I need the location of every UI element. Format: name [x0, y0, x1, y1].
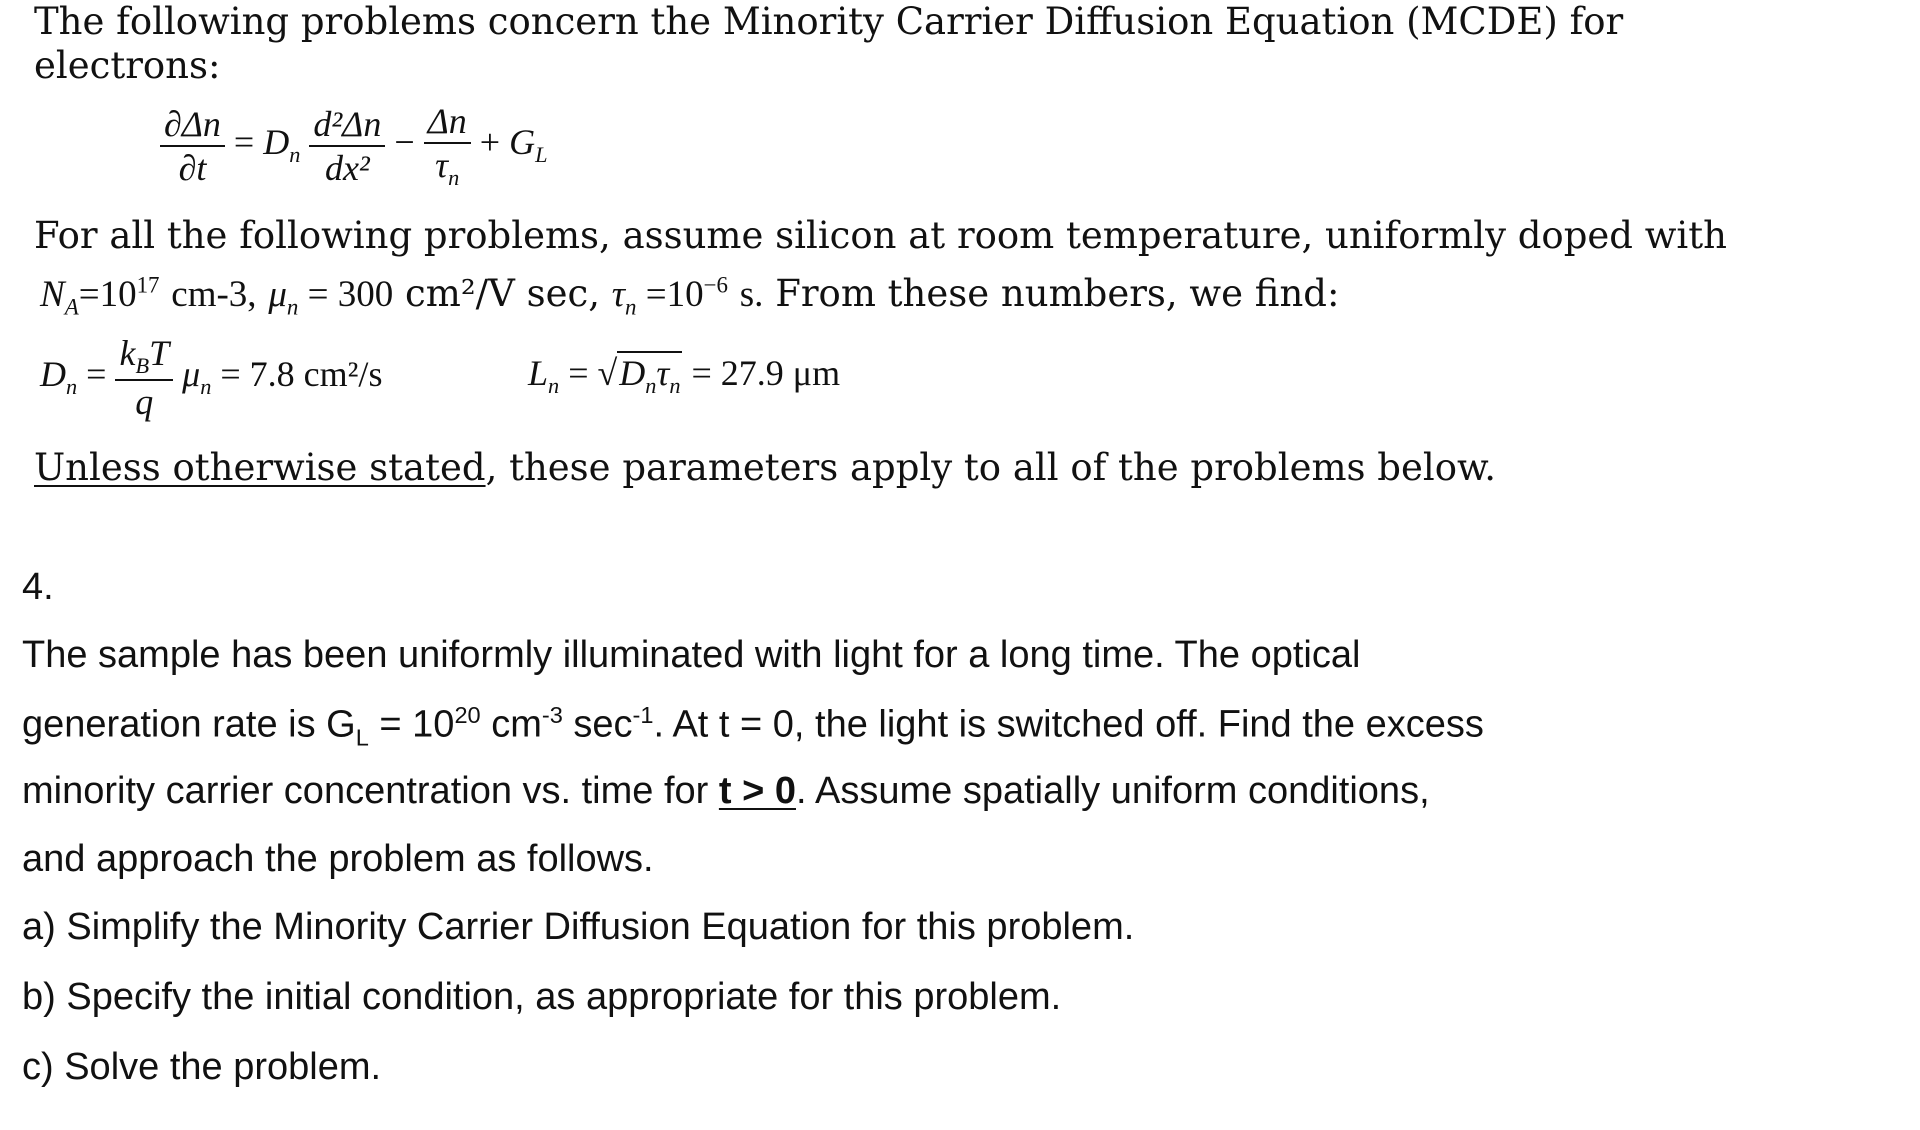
problem-line-4: [22, 838, 654, 881]
sqrt-sign: √: [597, 353, 618, 393]
recombination-denominator: $\tau_n$: [424, 142, 471, 191]
rate-exponent: 20: [454, 702, 481, 728]
derived-diffusion-length: [528, 352, 840, 399]
part-c: [22, 1046, 381, 1089]
mobility-unit: cm²/V sec,: [405, 272, 600, 315]
sqrt-argument: $D_n\tau_n$: [619, 353, 681, 399]
problem-line-1-text: The sample has been uniformly illuminated with light for a long time. The optical: [22, 634, 1361, 676]
problem-number-text: 4.: [22, 566, 54, 608]
mcde-equation: [160, 100, 548, 191]
minus-sign: −: [394, 121, 415, 162]
part-c-text: c) Solve the problem.: [22, 1046, 382, 1088]
problem-line-2-c: cm: [480, 703, 542, 746]
thermal-voltage-denominator: q: [115, 379, 173, 423]
diffusion-value: = 7.8 cm²/s: [220, 353, 383, 394]
lhs-numerator: ∂Δn: [164, 103, 221, 144]
problem-line-4-text: and approach the problem as follows.: [22, 838, 654, 880]
doping-unit: cm-3,: [171, 274, 257, 315]
problem-line-2-b: = 10: [368, 703, 455, 746]
length-equals: =: [568, 353, 589, 393]
lifetime: $\tau_n =10^{-6}$: [611, 272, 728, 320]
second-derivative-fraction: [309, 103, 385, 189]
thermal-voltage-numerator: $k_BT$: [119, 333, 170, 379]
sec-exponent: -1: [632, 702, 654, 728]
intro-line-1-text: The following problems concern the Minority Carrier Diffusion Equation (MCDE) for: [34, 0, 1624, 43]
length-symbol: $L_n$: [528, 353, 560, 399]
second-derivative-numerator: d²Δn: [313, 103, 382, 144]
problem-line-2-d: sec: [562, 703, 633, 746]
part-a: [22, 906, 1134, 949]
assume-line-text: For all the following problems, assume silicon at room temperature, uniformly doped with: [34, 214, 1727, 257]
part-a-text: a) Simplify the Minority Carrier Diffusion Equation for this problem.: [22, 906, 1135, 948]
derived-mobility: $\mu_n$: [182, 353, 212, 400]
problem-number: [22, 566, 54, 609]
part-b-text: b) Specify the initial condition, as appropriate for this problem.: [22, 976, 1062, 1018]
time-condition: t > 0: [718, 770, 796, 812]
recombination-fraction: [424, 100, 471, 191]
acceptor-doping: $N_A=10^{17}$: [40, 272, 160, 320]
parameters-line: [40, 272, 1339, 320]
intro-line-2-text: electrons:: [34, 44, 221, 87]
plus-sign: +: [479, 121, 501, 162]
diffusion-coefficient: $D_n$: [263, 121, 301, 168]
find-text: From these numbers, we find:: [775, 272, 1340, 315]
generation-term: $G_L$: [509, 121, 548, 168]
recombination-numerator: Δn: [427, 101, 467, 141]
problem-line-2: [22, 702, 1484, 751]
unless-underlined: Unless otherwise stated: [34, 446, 486, 489]
problem-line-2-e: . At t = 0, the light is switched off. Find the excess: [653, 703, 1484, 746]
equals-sign: =: [233, 121, 255, 162]
problem-line-3-a: minority carrier concentration vs. time for: [22, 770, 719, 812]
problem-line-3: [22, 770, 1430, 813]
cm-exponent: -3: [541, 702, 563, 728]
assume-line: [34, 214, 1727, 257]
problem-line-2-a: generation rate is G: [22, 703, 356, 746]
diffusion-symbol: $D_n$: [40, 353, 78, 400]
problem-line-1: [22, 634, 1360, 677]
lifetime-unit: s.: [739, 274, 764, 315]
second-derivative-denominator: dx²: [309, 145, 385, 189]
gl-subscript: L: [355, 724, 369, 751]
intro-line-2: [34, 44, 220, 87]
lhs-fraction: [160, 103, 225, 189]
problem-line-3-b: . Assume spatially uniform conditions,: [796, 770, 1430, 812]
lhs-denominator: ∂t: [160, 145, 225, 189]
length-value: = 27.9 μm: [691, 353, 841, 393]
part-b: [22, 976, 1061, 1019]
diffusion-equals: =: [86, 353, 107, 394]
mobility: $\mu_n = 300$: [268, 274, 394, 320]
thermal-voltage-fraction: [115, 332, 173, 423]
unless-rest: , these parameters apply to all of the problems below.: [485, 446, 1497, 489]
derived-diffusion-coefficient: [40, 332, 382, 423]
unless-line: [34, 446, 1496, 489]
intro-line-1: [34, 0, 1623, 43]
